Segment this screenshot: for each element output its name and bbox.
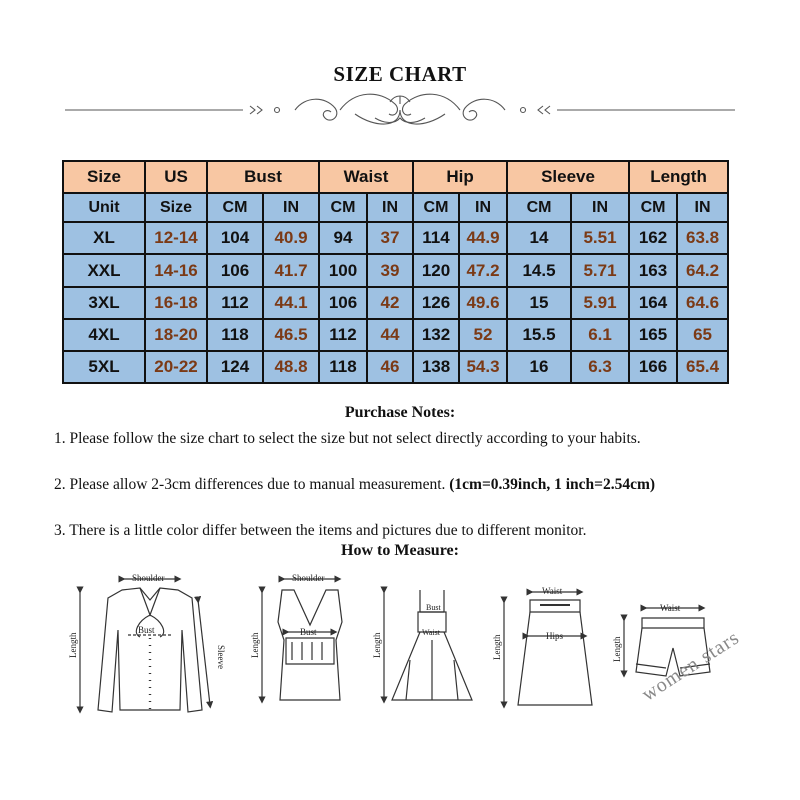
header-length: Length bbox=[629, 161, 728, 193]
header-bust: Bust bbox=[207, 161, 319, 193]
purchase-notes-title: Purchase Notes: bbox=[344, 404, 456, 421]
cm-cell: 124 bbox=[207, 351, 263, 383]
cm-cell: 163 bbox=[629, 254, 677, 286]
how-to-measure-title: How to Measure: bbox=[341, 542, 459, 559]
us-size-cell: 20-22 bbox=[145, 351, 207, 383]
unit-bust-in: IN bbox=[263, 193, 319, 222]
size-cell: XL bbox=[63, 222, 145, 254]
waist-label-3: Waist bbox=[422, 628, 441, 637]
unit-sleeve-in: IN bbox=[571, 193, 629, 222]
cm-cell: 120 bbox=[413, 254, 459, 286]
in-cell: 46 bbox=[367, 351, 413, 383]
note-2-conversion: (1cm=0.39inch, 1 inch=2.54cm) bbox=[449, 476, 656, 493]
unit-length-in: IN bbox=[677, 193, 728, 222]
shoulder-label-2: Shoulder bbox=[292, 573, 325, 583]
cm-cell: 166 bbox=[629, 351, 677, 383]
in-cell: 64.2 bbox=[677, 254, 728, 286]
cm-cell: 104 bbox=[207, 222, 263, 254]
cm-cell: 15.5 bbox=[507, 319, 571, 351]
unit-sleeve-cm: CM bbox=[507, 193, 571, 222]
skirt-diagram bbox=[504, 592, 592, 705]
us-size-cell: 12-14 bbox=[145, 222, 207, 254]
vest-diagram bbox=[262, 579, 342, 700]
cm-cell: 164 bbox=[629, 287, 677, 319]
header-us: US bbox=[145, 161, 207, 193]
unit-waist-in: IN bbox=[367, 193, 413, 222]
cm-cell: 138 bbox=[413, 351, 459, 383]
in-cell: 65 bbox=[677, 319, 728, 351]
us-size-cell: 16-18 bbox=[145, 287, 207, 319]
size-cell: 3XL bbox=[63, 287, 145, 319]
cm-cell: 106 bbox=[207, 254, 263, 286]
cm-cell: 118 bbox=[207, 319, 263, 351]
in-cell: 44.1 bbox=[263, 287, 319, 319]
length-label-3: Length bbox=[372, 632, 382, 658]
header-waist: Waist bbox=[319, 161, 413, 193]
in-cell: 48.8 bbox=[263, 351, 319, 383]
table-row bbox=[63, 319, 728, 351]
in-cell: 6.3 bbox=[571, 351, 629, 383]
size-cell: 4XL bbox=[63, 319, 145, 351]
in-cell: 46.5 bbox=[263, 319, 319, 351]
unit-label: Unit bbox=[63, 193, 145, 222]
in-cell: 6.1 bbox=[571, 319, 629, 351]
size-chart-title: SIZE CHART bbox=[333, 62, 467, 86]
size-chart-table bbox=[62, 160, 729, 384]
bust-label-2: Bust bbox=[300, 627, 317, 637]
unit-hip-in: IN bbox=[459, 193, 507, 222]
waist-label-4: Waist bbox=[542, 586, 563, 596]
in-cell: 5.91 bbox=[571, 287, 629, 319]
blouse-diagram bbox=[80, 579, 210, 712]
length-label-5: Length bbox=[612, 636, 622, 662]
cm-cell: 106 bbox=[319, 287, 367, 319]
in-cell: 64.6 bbox=[677, 287, 728, 319]
in-cell: 37 bbox=[367, 222, 413, 254]
watermark: women stars bbox=[637, 626, 744, 706]
cm-cell: 114 bbox=[413, 222, 459, 254]
header-hip: Hip bbox=[413, 161, 507, 193]
cm-cell: 16 bbox=[507, 351, 571, 383]
length-label-4: Length bbox=[492, 634, 502, 660]
hips-label: Hips bbox=[546, 631, 564, 641]
table-row bbox=[63, 222, 728, 254]
waist-label-5: Waist bbox=[660, 603, 681, 613]
cm-cell: 14 bbox=[507, 222, 571, 254]
cm-cell: 118 bbox=[319, 351, 367, 383]
note-1: 1. Please follow the size chart to select the size but not select directly according to your habits. bbox=[54, 430, 641, 447]
cm-cell: 100 bbox=[319, 254, 367, 286]
in-cell: 41.7 bbox=[263, 254, 319, 286]
us-size-cell: 14-16 bbox=[145, 254, 207, 286]
cm-cell: 15 bbox=[507, 287, 571, 319]
cm-cell: 162 bbox=[629, 222, 677, 254]
sleeve-label: Sleeve bbox=[216, 645, 226, 669]
bust-label-3: Bust bbox=[426, 603, 441, 612]
in-cell: 39 bbox=[367, 254, 413, 286]
note-2-text: 2. Please allow 2-3cm differences due to manual measurement. bbox=[54, 476, 450, 493]
unit-bust-cm: CM bbox=[207, 193, 263, 222]
cm-cell: 112 bbox=[207, 287, 263, 319]
in-cell: 44.9 bbox=[459, 222, 507, 254]
length-label: Length bbox=[68, 632, 78, 658]
in-cell: 5.51 bbox=[571, 222, 629, 254]
in-cell: 44 bbox=[367, 319, 413, 351]
flourish-ornament bbox=[65, 92, 735, 128]
header-sleeve: Sleeve bbox=[507, 161, 629, 193]
unit-row bbox=[63, 193, 728, 222]
note-3: 3. There is a little color differ between the items and pictures due to different monitor. bbox=[54, 522, 587, 539]
us-size-cell: 18-20 bbox=[145, 319, 207, 351]
in-cell: 52 bbox=[459, 319, 507, 351]
table-row bbox=[63, 287, 728, 319]
in-cell: 42 bbox=[367, 287, 413, 319]
cm-cell: 112 bbox=[319, 319, 367, 351]
cm-cell: 165 bbox=[629, 319, 677, 351]
measurement-diagrams bbox=[40, 560, 770, 740]
length-label-2: Length bbox=[250, 632, 260, 658]
table-row bbox=[63, 351, 728, 383]
in-cell: 54.3 bbox=[459, 351, 507, 383]
header-size: Size bbox=[63, 161, 145, 193]
unit-waist-cm: CM bbox=[319, 193, 367, 222]
cm-cell: 94 bbox=[319, 222, 367, 254]
in-cell: 5.71 bbox=[571, 254, 629, 286]
note-2 bbox=[54, 473, 744, 496]
in-cell: 63.8 bbox=[677, 222, 728, 254]
in-cell: 40.9 bbox=[263, 222, 319, 254]
unit-hip-cm: CM bbox=[413, 193, 459, 222]
size-cell: 5XL bbox=[63, 351, 145, 383]
bust-label: Bust bbox=[138, 625, 155, 635]
unit-length-cm: CM bbox=[629, 193, 677, 222]
in-cell: 47.2 bbox=[459, 254, 507, 286]
cm-cell: 14.5 bbox=[507, 254, 571, 286]
unit-us: Size bbox=[145, 193, 207, 222]
size-cell: XXL bbox=[63, 254, 145, 286]
in-cell: 65.4 bbox=[677, 351, 728, 383]
table-header-row bbox=[63, 161, 728, 193]
cm-cell: 126 bbox=[413, 287, 459, 319]
table-row bbox=[63, 254, 728, 286]
cm-cell: 132 bbox=[413, 319, 459, 351]
in-cell: 49.6 bbox=[459, 287, 507, 319]
shoulder-label: Shoulder bbox=[132, 573, 165, 583]
